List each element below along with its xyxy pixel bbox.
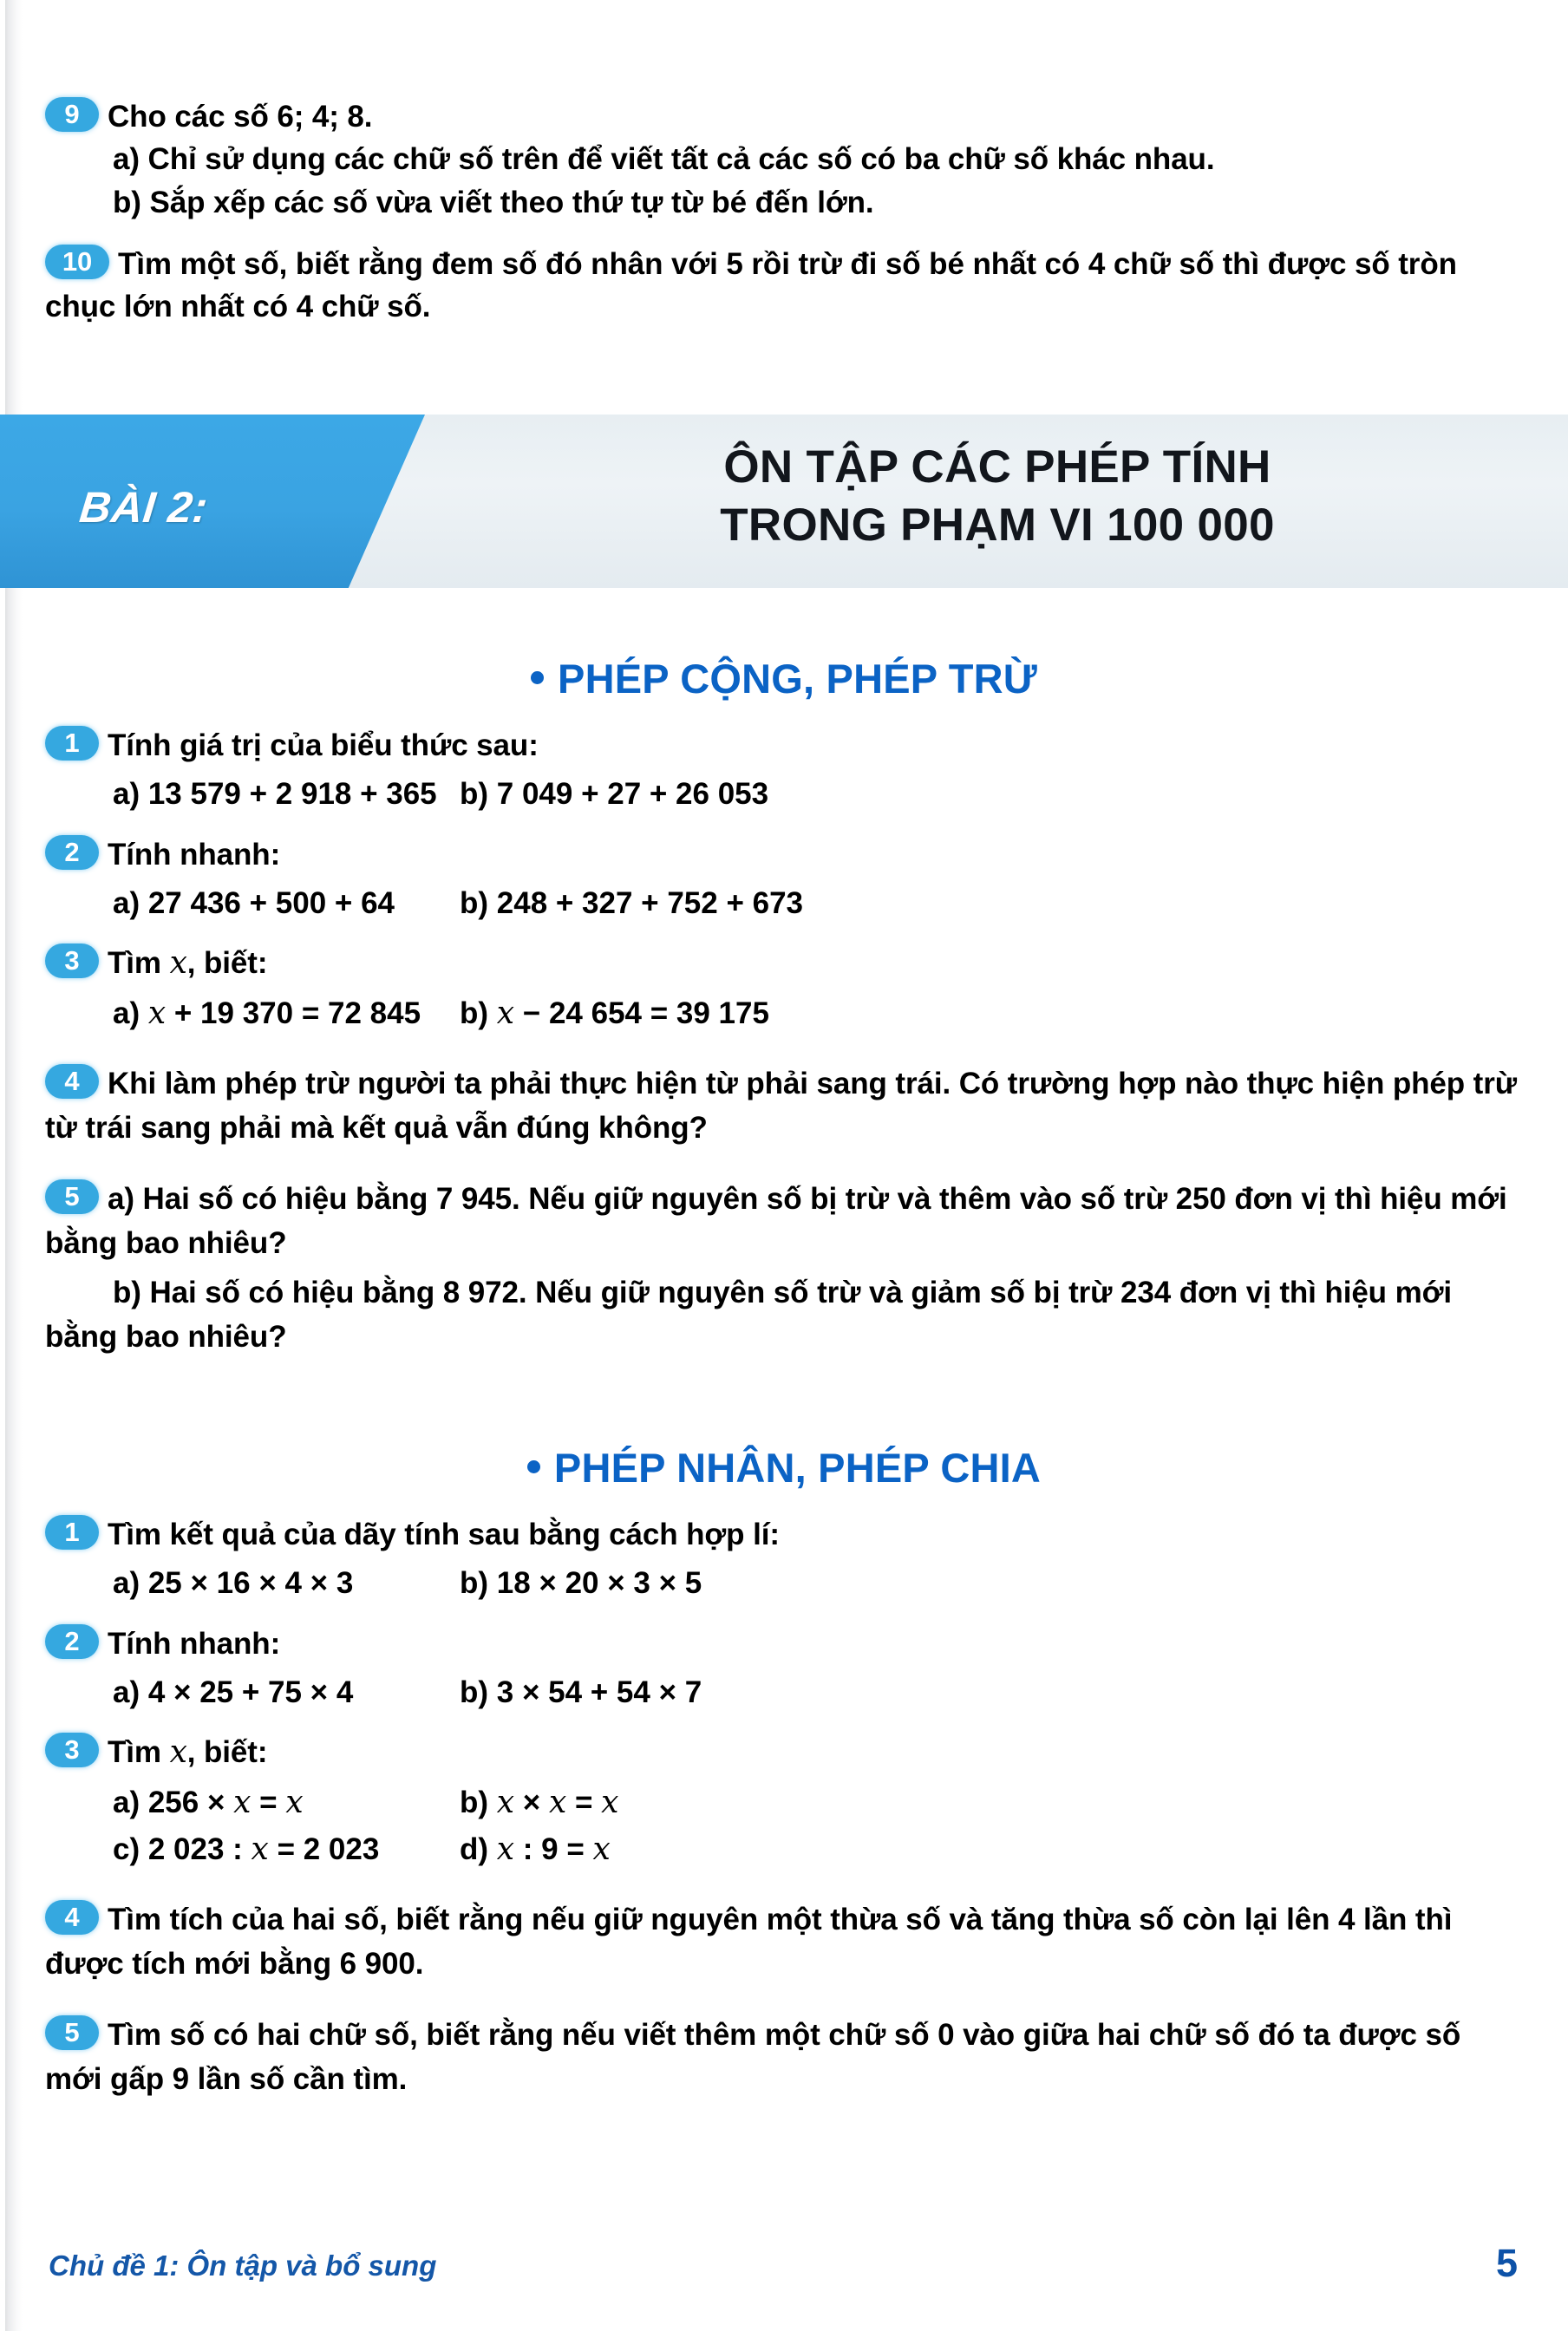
item-a (113, 1779, 460, 1826)
section-heading-label: PHÉP CỘNG, PHÉP TRỪ (558, 656, 1037, 702)
s1-exercise-3-items (113, 990, 1518, 1037)
s2-exercise-1-prompt: Tìm kết quả của dãy tính sau bằng cách hợp lí: (108, 1518, 780, 1551)
exercise-number-badge: 4 (45, 1064, 99, 1099)
lesson-banner (0, 408, 1568, 594)
s2-ex3-prompt-post: , biết: (186, 1735, 268, 1769)
section-heading-addition-subtraction (0, 655, 1568, 702)
s2-exercise-2 (45, 1623, 1518, 1665)
s1-exercise-4-text: Khi làm phép trừ người ta phải thực hiện từ phải sang trái. Có trường hợp nào thực hiện phép trừ từ trái sang phải mà kết quả vẫn đúng không? (45, 1067, 1517, 1146)
item-b: b) 18 × 20 × 3 × 5 (460, 1566, 702, 1600)
item-b: b) 248 + 327 + 752 + 673 (460, 885, 804, 920)
item-b: b) 3 × 54 + 54 × 7 (460, 1675, 702, 1709)
item-b-operator: × (514, 1786, 549, 1820)
s2-exercise-2-items (113, 1670, 1518, 1716)
s1-ex3-prompt-post: , biết: (186, 946, 268, 980)
item-d-operator: : 9 = (514, 1832, 593, 1867)
bullet-dot-icon (527, 1460, 540, 1473)
exercise-10 (45, 243, 1518, 328)
math-variable-x: x (592, 1832, 611, 1868)
item-a-operator: = (251, 1786, 286, 1820)
top-exercises (45, 95, 1518, 333)
page-number: 5 (1495, 2241, 1518, 2285)
math-variable-x: x (233, 1785, 252, 1821)
s2-exercise-3-row-cd (113, 1826, 1518, 1873)
s2-exercise-5-text: Tìm số có hai chữ số, biết rằng nếu viết thêm một chữ số 0 vào giữa hai chữ số đó ta được số mới gấp 9 lần số cần tìm. (45, 2017, 1461, 2096)
lesson-title-line-1: ÔN TẬP CÁC PHÉP TÍNH (723, 441, 1271, 493)
exercise-number-badge: 5 (45, 2015, 99, 2050)
item-c (113, 1826, 460, 1873)
item-c-expr: = 2 023 (268, 1832, 380, 1867)
item-a: a) 13 579 + 2 918 + 365 (113, 777, 437, 811)
s2-ex3-prompt-pre: Tìm (108, 1735, 170, 1769)
lesson-title-line-2: TRONG PHẠM VI 100 000 (720, 499, 1275, 551)
item-c-label: c) 2 023 : (113, 1832, 252, 1867)
item-a: a) 4 × 25 + 75 × 4 (113, 1675, 354, 1709)
footer-chapter-note: Chủ đề 1: Ôn tập và bổ sung (49, 2249, 437, 2282)
exercise-number-badge: 1 (45, 1515, 99, 1550)
item-a: a) 25 × 16 × 4 × 3 (113, 1566, 354, 1600)
item-b: b) 7 049 + 27 + 26 053 (460, 777, 769, 811)
item-b-label: b) (460, 996, 497, 1031)
math-variable-x: x (147, 996, 167, 1032)
s2-exercise-4 (45, 1897, 1518, 1986)
item-b-expr: − 24 654 = 39 175 (514, 996, 769, 1031)
math-variable-x: x (496, 1832, 515, 1868)
s1-exercise-1-items (113, 772, 1518, 818)
s2-exercise-1 (45, 1513, 1518, 1556)
section-1-exercises (45, 724, 1518, 1364)
s1-exercise-2-prompt: Tính nhanh: (108, 837, 281, 872)
item-b (460, 990, 1518, 1037)
math-variable-x: x (601, 1785, 619, 1821)
s1-exercise-2 (45, 833, 1518, 876)
exercise-number-badge: 5 (45, 1179, 99, 1214)
s2-exercise-3-row-ab (113, 1779, 1518, 1826)
item-b-label: b) (460, 1786, 497, 1820)
math-variable-x: x (251, 1832, 269, 1868)
s1-exercise-3 (45, 942, 1518, 985)
s1-exercise-5-item-a: a) Hai số có hiệu bằng 7 945. Nếu giữ nguyên số bị trừ và thêm vào số trừ 250 đơn vị thì hiệu mới bằng bao nhiêu? (45, 1181, 1507, 1260)
s2-exercise-5 (45, 2013, 1518, 2101)
exercise-number-badge: 2 (45, 1624, 99, 1659)
exercise-number-badge: 4 (45, 1900, 99, 1935)
s1-exercise-2-items (113, 881, 1518, 927)
math-variable-x: x (169, 1734, 187, 1770)
exercise-number-badge: 3 (45, 944, 99, 978)
math-variable-x: x (496, 1785, 515, 1821)
exercise-number-badge: 9 (45, 97, 99, 132)
lesson-title (486, 439, 1509, 555)
s2-exercise-1-items (113, 1561, 1518, 1607)
item-a: a) 27 436 + 500 + 64 (113, 885, 395, 920)
page-left-edge (0, 0, 5, 2331)
section-heading-label: PHÉP NHÂN, PHÉP CHIA (553, 1445, 1042, 1491)
math-variable-x: x (169, 945, 187, 981)
item-d-label: d) (460, 1832, 497, 1867)
s1-exercise-4 (45, 1061, 1518, 1150)
s2-exercise-4-text: Tìm tích của hai số, biết rằng nếu giữ nguyên một thừa số và tăng thừa số còn lại lên 4 lần thì được tích mới bằng 6 900. (45, 1903, 1453, 1982)
math-variable-x: x (496, 996, 515, 1032)
section-2-exercises (45, 1513, 1518, 2106)
math-variable-x: x (548, 1785, 567, 1821)
item-b-equals: = (566, 1786, 602, 1820)
s1-ex3-prompt-pre: Tìm (108, 946, 170, 980)
exercise-9-prompt: Cho các số 6; 4; 8. (108, 100, 373, 134)
bullet-dot-icon (531, 671, 544, 684)
s1-exercise-1-prompt: Tính giá trị của biểu thức sau: (108, 728, 539, 762)
item-a (113, 990, 460, 1037)
item-a-label: a) 256 × (113, 1786, 234, 1820)
exercise-number-badge: 2 (45, 835, 99, 870)
item-b (460, 1779, 1518, 1826)
s1-exercise-5 (45, 1177, 1518, 1265)
item-d (460, 1826, 1518, 1873)
s1-exercise-1 (45, 724, 1518, 767)
item-a-expr: + 19 370 = 72 845 (166, 996, 421, 1031)
exercise-number-badge: 10 (45, 245, 109, 279)
exercise-number-badge: 1 (45, 726, 99, 761)
exercise-number-badge: 3 (45, 1733, 99, 1767)
item-a-label: a) (113, 996, 148, 1031)
exercise-9 (45, 95, 1518, 224)
section-heading-multiplication-division (0, 1444, 1568, 1492)
lesson-label: BÀI 2: (77, 483, 211, 532)
exercise-9-item-b: b) Sắp xếp các số vừa viết theo thứ tự từ bé đến lớn. (113, 185, 874, 219)
s2-exercise-2-prompt: Tính nhanh: (108, 1626, 281, 1661)
math-variable-x: x (285, 1785, 304, 1821)
exercise-10-prompt: Tìm một số, biết rằng đem số đó nhân với 5 rồi trừ đi số bé nhất có 4 chữ số thì được số tròn chục lớn nhất có 4 chữ số. (45, 247, 1457, 324)
s1-exercise-5-item-b: b) Hai số có hiệu bằng 8 972. Nếu giữ nguyên số trừ và giảm số bị trừ 234 đơn vị thì hiệu mới bằng bao nhiêu? (45, 1275, 1453, 1354)
s2-exercise-3 (45, 1731, 1518, 1774)
exercise-9-item-a: a) Chỉ sử dụng các chữ số trên để viết tất cả các số có ba chữ số khác nhau. (113, 142, 1215, 176)
